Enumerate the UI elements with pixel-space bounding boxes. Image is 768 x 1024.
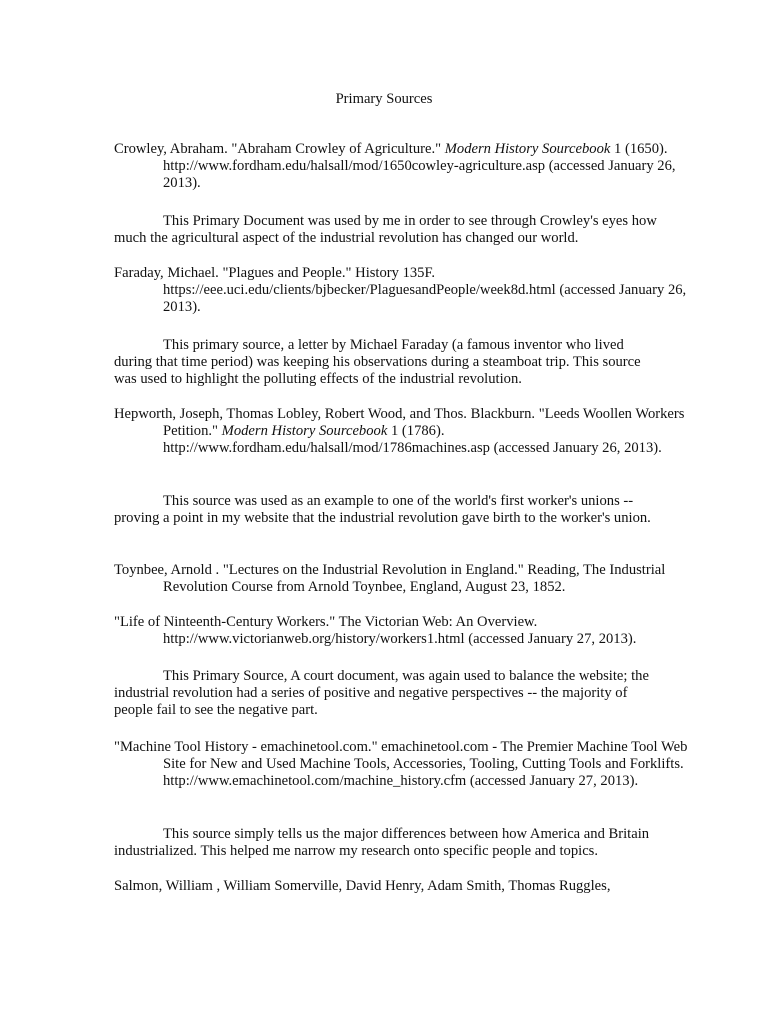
citation-italic-title: Modern History Sourcebook — [444, 141, 611, 157]
annotation-faraday: This primary source, a letter by Michael Faraday (a famous inventor who lived during that time period) was keeping his observations during a steamboat trip. This source was used to highlight the polluting effects of the industrial revolution. — [114, 337, 641, 387]
annotation-hepworth: This source was used as an example to one of the world's first worker's unions -- proving a point in my website that the industrial revolution gave birth to the worker's union. — [114, 493, 651, 526]
citation-italic-title: Modern History Sourcebook — [221, 423, 388, 439]
citation-emachinetool: "Machine Tool History - emachinetool.com." emachinetool.com - The Premier Machine Tool Web Site for New and Used Machine Tools, Accessories, Tooling, Cutting Tools and Forklifts. http://www.emachinetool.com/machine_history.cfm (accessed January 27, 2013). — [114, 739, 688, 789]
citation-text: 1 (1786). http://www.fordham.edu/halsall/mod/1786machines.asp (accessed January 26, 2013). — [163, 423, 662, 456]
citation-crowley — [114, 141, 708, 192]
citation-salmon: Salmon, William , William Somerville, David Henry, Adam Smith, Thomas Ruggles, — [114, 878, 611, 894]
annotation-emachinetool: This source simply tells us the major differences between how America and Britain industrialized. This helped me narrow my research onto specific people and topics. — [114, 826, 650, 859]
annotation-victorian-web: This Primary Source, A court document, was again used to balance the website; the industrial revolution had a series of positive and negative perspectives -- the majority of people fail to see the negative part. — [114, 668, 649, 718]
citation-faraday: Faraday, Michael. "Plagues and People." History 135F. https://eee.uci.edu/clients/bjbecker/PlaguesandPeople/week8d.html (accessed January 26, 2013). — [114, 265, 687, 315]
annotation-crowley: This Primary Document was used by me in order to see through Crowley's eyes how much the agricultural aspect of the industrial revolution has changed our world. — [114, 213, 657, 246]
citation-text: 1 (1650). http://www.fordham.edu/halsall/mod/1650cowley-agriculture.asp (accessed January 26, 2013). — [163, 141, 676, 191]
citation-toynbee: Toynbee, Arnold . "Lectures on the Industrial Revolution in England." Reading, The Industrial Revolution Course from Arnold Toynbee, England, August 23, 1852. — [114, 562, 666, 595]
citation-victorian-web: "Life of Ninteenth-Century Workers." The Victorian Web: An Overview. http://www.victorianweb.org/history/workers1.html (accessed January 27, 2013). — [114, 614, 637, 647]
citation-text: Hepworth, Joseph, Thomas Lobley, Robert Wood, and Thos. Blackburn. "Leeds Woollen Workers Petition." — [114, 406, 685, 439]
citation-text: Crowley, Abraham. "Abraham Crowley of Agriculture." — [114, 141, 445, 157]
page-title: Primary Sources — [335, 91, 433, 107]
citation-hepworth — [114, 406, 708, 457]
